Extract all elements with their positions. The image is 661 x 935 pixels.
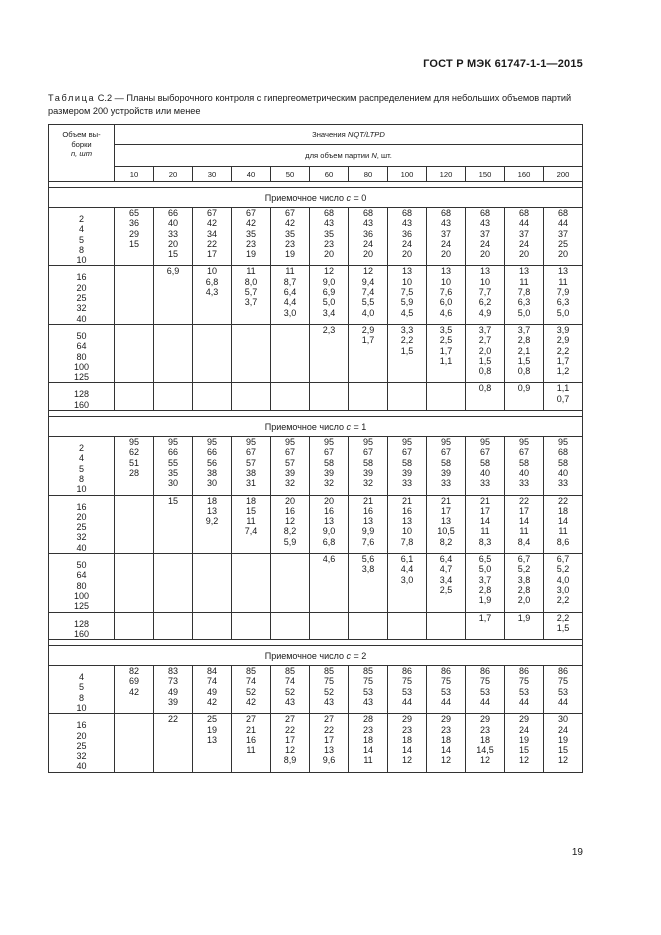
value-cell: 1,1 0,7 — [544, 383, 583, 411]
value-cell: 84 74 49 42 — [193, 666, 232, 714]
lot-size-cell: 40 — [232, 167, 271, 182]
value-cell: 22 17 14 11 8,4 — [505, 495, 544, 553]
value-cell: 3,3 2,2 1,5 — [388, 324, 427, 382]
value-cell: 11 8,0 5,7 3,7 — [232, 266, 271, 324]
value-cell: 15 — [154, 495, 193, 553]
value-cell — [154, 324, 193, 382]
table-caption — [48, 92, 588, 117]
sample-size-header-line2: борки — [71, 139, 92, 149]
table-row — [49, 666, 583, 714]
value-cell — [271, 324, 310, 382]
table-row — [49, 208, 583, 266]
value-cell: 68 44 37 25 20 — [544, 208, 583, 266]
value-cell: 13 11 7,9 6,3 5,0 — [544, 266, 583, 324]
value-cell: 13 10 7,5 5,9 4,5 — [388, 266, 427, 324]
value-cell: 18 15 11 7,4 — [232, 495, 271, 553]
lot-size-cell: 30 — [193, 167, 232, 182]
value-cell — [115, 612, 154, 640]
value-cell — [310, 383, 349, 411]
value-cell: 3,5 2,5 1,7 1,1 — [427, 324, 466, 382]
value-cell: 95 67 57 39 32 — [271, 437, 310, 495]
value-cell — [388, 612, 427, 640]
caption-text: С.2 — Планы выборочного контроля с гипергеометрическим распределением для небольших объемов партий размером 200 устройств или менее — [48, 93, 572, 116]
sample-size-cell: 50 64 80 100 125 — [49, 324, 115, 382]
value-cell: 82 69 42 — [115, 666, 154, 714]
value-cell: 30 24 19 15 12 — [544, 714, 583, 772]
table-row — [49, 714, 583, 772]
value-cell — [154, 612, 193, 640]
sample-size-cell: 4 5 8 10 — [49, 666, 115, 714]
table-row — [49, 612, 583, 640]
value-cell: 3,7 2,7 2,0 1,5 0,8 — [466, 324, 505, 382]
value-cell: 6,1 4,4 3,0 — [388, 554, 427, 612]
value-cell: 22 — [154, 714, 193, 772]
sample-size-cell: 2 4 5 8 10 — [49, 437, 115, 495]
lot-size-cell: 80 — [349, 167, 388, 182]
table-row — [49, 495, 583, 553]
value-cell: 29 23 18 14 12 — [427, 714, 466, 772]
table-row — [49, 324, 583, 382]
section-header-row — [49, 188, 583, 208]
value-cell: 85 74 52 42 — [232, 666, 271, 714]
value-cell: 28 23 18 14 11 — [349, 714, 388, 772]
value-cell — [193, 612, 232, 640]
value-cell: 22 18 14 11 8,6 — [544, 495, 583, 553]
sample-size-cell: 16 20 25 32 40 — [49, 266, 115, 324]
value-cell: 95 68 58 40 33 — [544, 437, 583, 495]
value-cell: 95 67 58 39 32 — [349, 437, 388, 495]
value-cell — [232, 383, 271, 411]
value-cell: 86 75 53 44 — [544, 666, 583, 714]
page-number: 19 — [571, 847, 583, 858]
value-cell: 5,6 3,8 — [349, 554, 388, 612]
value-cell — [388, 383, 427, 411]
value-cell — [427, 612, 466, 640]
value-cell: 85 74 52 43 — [271, 666, 310, 714]
lot-sizes-row — [49, 167, 583, 182]
value-cell: 18 13 9,2 — [193, 495, 232, 553]
table-row — [49, 383, 583, 411]
value-cell: 95 67 57 38 31 — [232, 437, 271, 495]
value-cell: 12 9,4 7,4 5,5 4,0 — [349, 266, 388, 324]
sample-size-header-line3: n, шт — [70, 149, 93, 158]
value-cell: 2,3 — [310, 324, 349, 382]
value-cell — [232, 324, 271, 382]
table-row — [49, 437, 583, 495]
lot-size-cell: 60 — [310, 167, 349, 182]
value-cell: 20 16 12 8,2 5,9 — [271, 495, 310, 553]
value-cell: 6,4 4,7 3,4 2,5 — [427, 554, 466, 612]
value-cell: 86 75 53 44 — [388, 666, 427, 714]
table-row — [49, 554, 583, 612]
section-title: Приемочное число c = 0 — [49, 188, 583, 208]
sample-size-cell: 2 4 5 8 10 — [49, 208, 115, 266]
value-cell: 95 62 51 28 — [115, 437, 154, 495]
sample-size-header-line1: Объем вы- — [62, 130, 101, 139]
value-cell — [232, 554, 271, 612]
sample-size-header — [49, 125, 115, 182]
value-cell — [193, 383, 232, 411]
value-cell: 21 16 13 10 7,8 — [388, 495, 427, 553]
value-cell: 86 75 53 44 — [466, 666, 505, 714]
value-cell: 68 43 37 24 20 — [466, 208, 505, 266]
value-cell — [115, 266, 154, 324]
value-cell — [271, 554, 310, 612]
sample-size-cell: 16 20 25 32 40 — [49, 495, 115, 553]
value-cell: 27 21 16 11 — [232, 714, 271, 772]
value-cell: 12 9,0 6,9 5,0 3,4 — [310, 266, 349, 324]
value-cell — [154, 554, 193, 612]
value-cell: 21 16 13 9,9 7,6 — [349, 495, 388, 553]
value-cell: 20 16 13 9,0 6,8 — [310, 495, 349, 553]
lot-size-cell: 200 — [544, 167, 583, 182]
value-cell: 29 23 18 14,5 12 — [466, 714, 505, 772]
sample-size-cell: 128 160 — [49, 612, 115, 640]
value-cell — [115, 383, 154, 411]
value-cell — [271, 383, 310, 411]
value-cell — [115, 495, 154, 553]
value-cell: 13 10 7,7 6,2 4,9 — [466, 266, 505, 324]
value-cell: 95 66 55 35 30 — [154, 437, 193, 495]
value-cell: 68 43 35 23 20 — [310, 208, 349, 266]
value-cell: 1,9 — [505, 612, 544, 640]
document-header: ГОСТ Р МЭК 61747-1-1—2015 — [423, 58, 583, 70]
sample-size-cell: 50 64 80 100 125 — [49, 554, 115, 612]
value-cell — [310, 612, 349, 640]
value-cell — [193, 324, 232, 382]
value-cell: 95 67 58 40 33 — [505, 437, 544, 495]
value-cell: 83 73 49 39 — [154, 666, 193, 714]
value-cell: 2,2 1,5 — [544, 612, 583, 640]
value-cell: 95 67 58 39 32 — [310, 437, 349, 495]
value-cell: 6,5 5,0 3,7 2,8 1,9 — [466, 554, 505, 612]
lot-size-cell: 100 — [388, 167, 427, 182]
value-cell: 86 75 53 44 — [505, 666, 544, 714]
value-cell: 29 24 19 15 12 — [505, 714, 544, 772]
value-cell: 95 67 58 40 33 — [466, 437, 505, 495]
lot-size-cell: 120 — [427, 167, 466, 182]
value-cell: 3,9 2,9 2,2 1,7 1,2 — [544, 324, 583, 382]
value-cell: 4,6 — [310, 554, 349, 612]
value-cell — [115, 714, 154, 772]
value-cell: 67 42 34 22 17 — [193, 208, 232, 266]
value-cell: 66 40 33 20 15 — [154, 208, 193, 266]
value-cell: 95 67 58 39 33 — [388, 437, 427, 495]
value-cell: 6,7 5,2 4,0 3,0 2,2 — [544, 554, 583, 612]
sampling-table — [48, 124, 583, 773]
value-cell — [232, 612, 271, 640]
value-cell: 67 42 35 23 19 — [232, 208, 271, 266]
value-cell: 21 17 13 10,5 8,2 — [427, 495, 466, 553]
value-cell: 29 23 18 14 12 — [388, 714, 427, 772]
value-cell — [154, 383, 193, 411]
value-cell: 68 43 37 24 20 — [427, 208, 466, 266]
values-header: Значения NQT/LTPD — [115, 125, 583, 145]
value-cell: 11 8,7 6,4 4,4 3,0 — [271, 266, 310, 324]
value-cell: 2,9 1,7 — [349, 324, 388, 382]
value-cell: 85 75 53 43 — [349, 666, 388, 714]
value-cell: 6,9 — [154, 266, 193, 324]
value-cell: 86 75 53 44 — [427, 666, 466, 714]
section-header-row — [49, 646, 583, 666]
value-cell: 67 42 35 23 19 — [271, 208, 310, 266]
value-cell: 65 36 29 15 — [115, 208, 154, 266]
sample-size-cell: 128 160 — [49, 383, 115, 411]
value-cell — [349, 612, 388, 640]
value-cell: 25 19 13 — [193, 714, 232, 772]
value-cell: 85 75 52 43 — [310, 666, 349, 714]
value-cell — [193, 554, 232, 612]
value-cell: 27 22 17 12 8,9 — [271, 714, 310, 772]
value-cell: 68 43 36 24 20 — [349, 208, 388, 266]
value-cell — [427, 383, 466, 411]
value-cell — [349, 383, 388, 411]
value-cell: 21 17 14 11 8,3 — [466, 495, 505, 553]
value-cell: 68 43 36 24 20 — [388, 208, 427, 266]
value-cell: 3,7 2,8 2,1 1,5 0,8 — [505, 324, 544, 382]
value-cell — [115, 324, 154, 382]
caption-lead: Таблица — [48, 93, 96, 103]
section-title: Приемочное число c = 2 — [49, 646, 583, 666]
lot-size-cell: 50 — [271, 167, 310, 182]
value-cell: 13 11 7,8 6,3 5,0 — [505, 266, 544, 324]
lot-size-header: для объем партии N, шт. — [115, 145, 583, 167]
sample-size-cell: 16 20 25 32 40 — [49, 714, 115, 772]
section-title: Приемочное число c = 1 — [49, 417, 583, 437]
value-cell — [115, 554, 154, 612]
value-cell: 68 44 37 24 20 — [505, 208, 544, 266]
value-cell: 95 66 56 38 30 — [193, 437, 232, 495]
value-cell — [271, 612, 310, 640]
table-body — [49, 182, 583, 773]
value-cell: 0,8 — [466, 383, 505, 411]
lot-size-cell: 20 — [154, 167, 193, 182]
lot-size-cell: 150 — [466, 167, 505, 182]
lot-size-cell: 160 — [505, 167, 544, 182]
value-cell: 10 6,8 4,3 — [193, 266, 232, 324]
section-header-row — [49, 417, 583, 437]
value-cell: 0,9 — [505, 383, 544, 411]
value-cell: 95 67 58 39 33 — [427, 437, 466, 495]
value-cell: 27 22 17 13 9,6 — [310, 714, 349, 772]
value-cell: 1,7 — [466, 612, 505, 640]
lot-size-cell: 10 — [115, 167, 154, 182]
table-row — [49, 266, 583, 324]
value-cell: 13 10 7,6 6,0 4,6 — [427, 266, 466, 324]
value-cell: 6,7 5,2 3,8 2,8 2,0 — [505, 554, 544, 612]
